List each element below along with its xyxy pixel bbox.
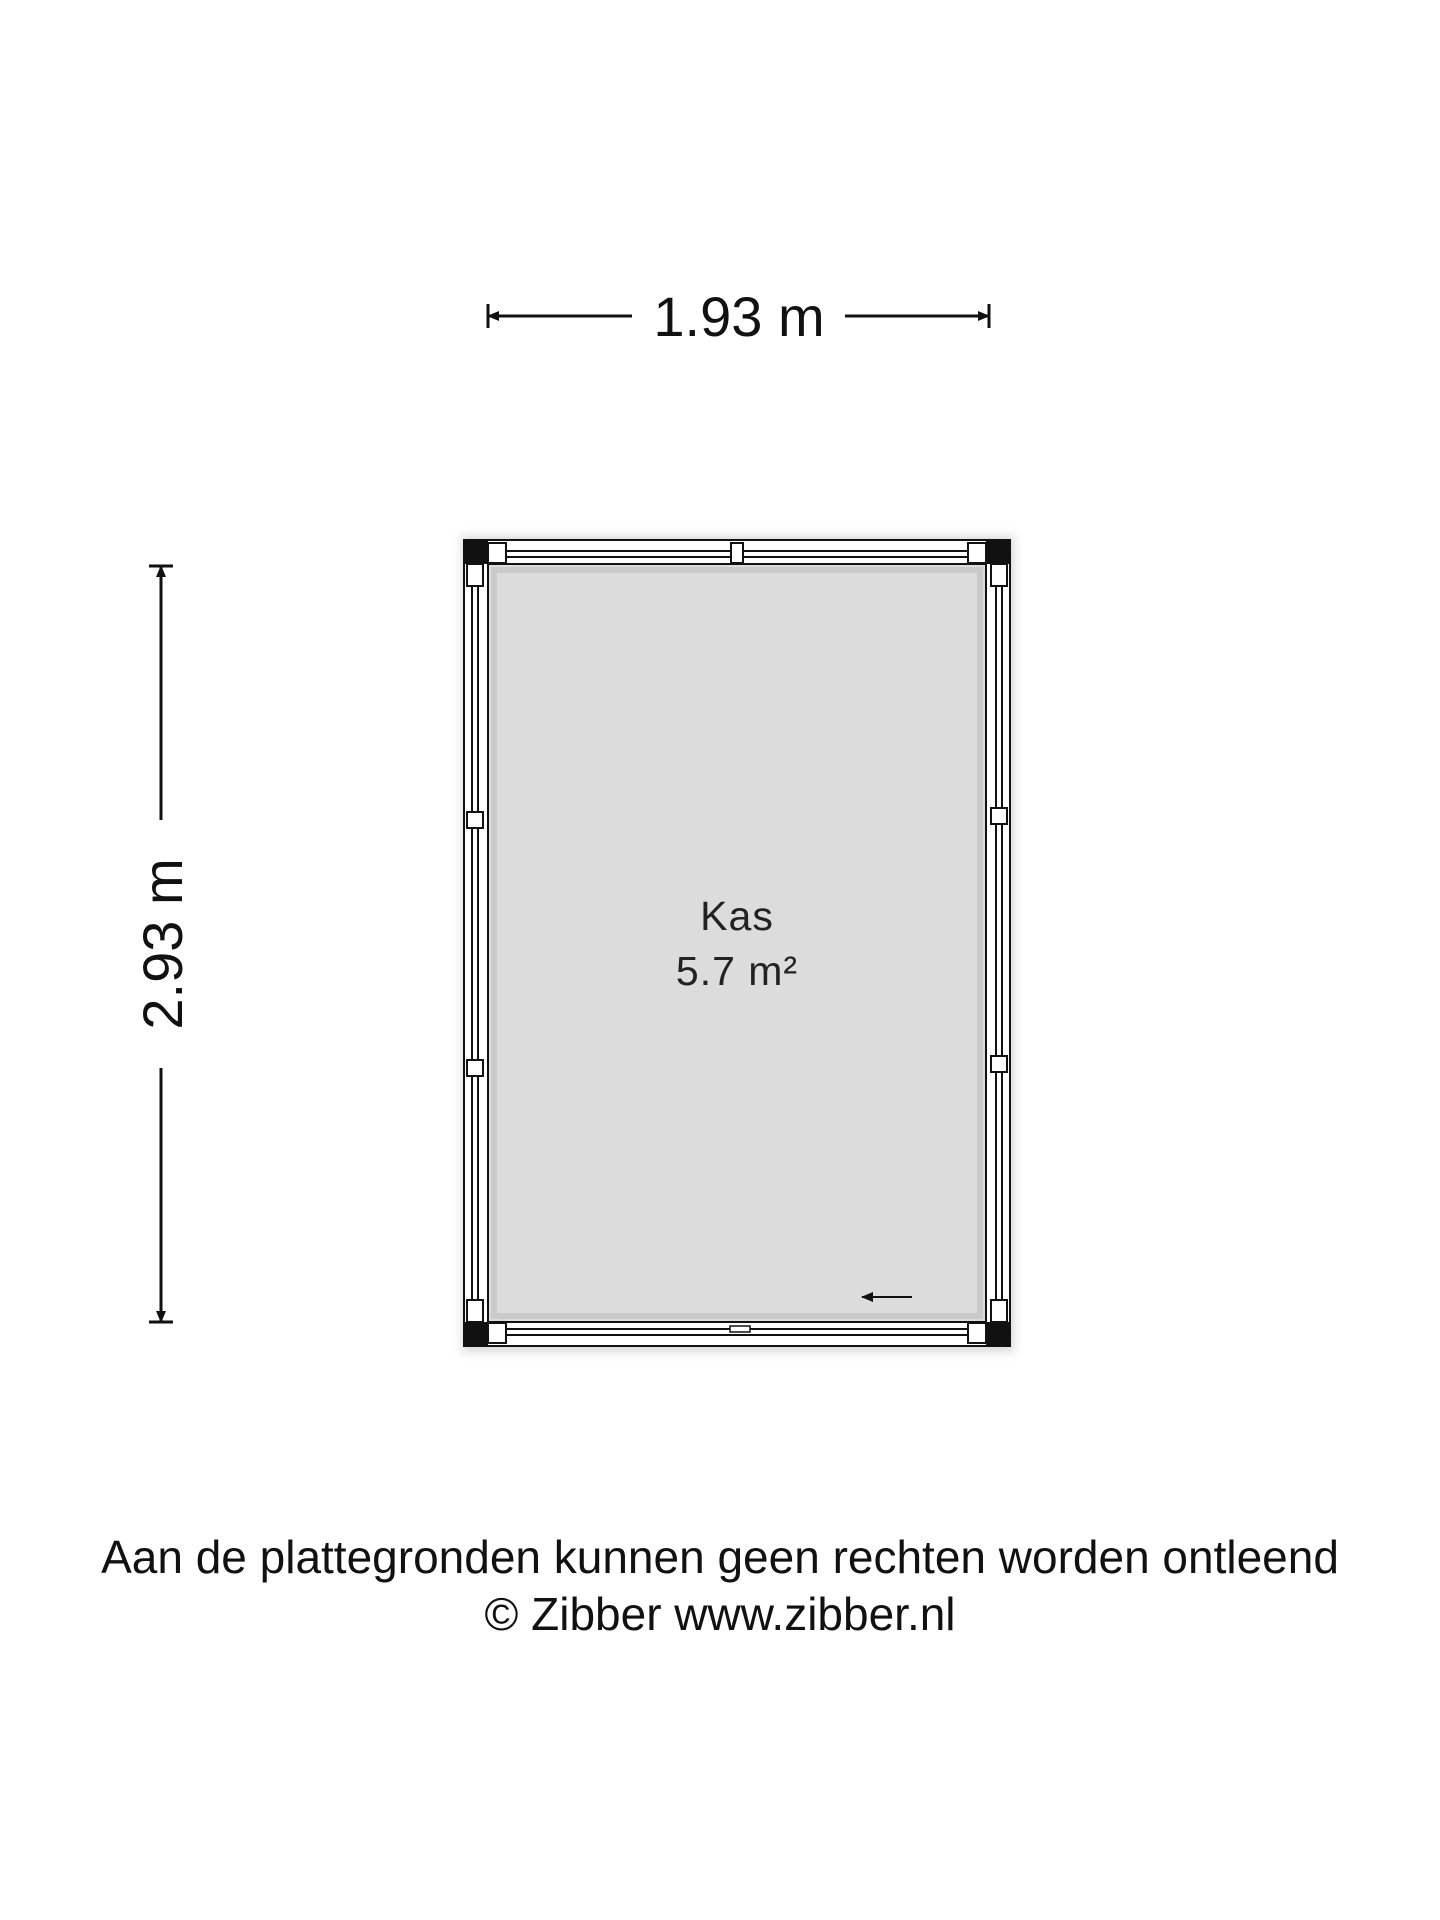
copyright-text: © Zibber www.zibber.nl — [484, 1588, 956, 1640]
right-mullion-upper — [991, 808, 1007, 824]
jamb-top-left-h — [488, 543, 506, 563]
sliding-door-overlap — [730, 1326, 750, 1332]
width-dimension-label: 1.93 m — [653, 285, 825, 348]
corner-post-bottom-left — [464, 1322, 488, 1346]
jamb-bottom-right-h — [968, 1323, 986, 1343]
corner-post-top-right — [986, 540, 1010, 564]
height-dimension — [131, 566, 194, 1322]
jamb-bottom-left-h — [488, 1323, 506, 1343]
jamb-top-left-v — [467, 564, 483, 586]
room-floor — [488, 564, 986, 1322]
corner-post-bottom-right — [986, 1322, 1010, 1346]
jamb-top-right-v — [991, 564, 1007, 586]
left-mullion-upper — [467, 812, 483, 828]
room-area: 5.7 m² — [675, 948, 799, 994]
greenhouse-room — [462, 536, 1014, 1352]
width-dimension — [488, 285, 989, 348]
room-name: Kas — [700, 893, 774, 939]
left-mullion-lower — [467, 1060, 483, 1076]
jamb-bottom-right-v — [991, 1300, 1007, 1322]
right-mullion-lower — [991, 1056, 1007, 1072]
height-dimension-label: 2.93 m — [131, 858, 194, 1030]
jamb-bottom-left-v — [467, 1300, 483, 1322]
disclaimer-text: Aan de plattegronden kunnen geen rechten worden ontleend — [101, 1531, 1339, 1583]
jamb-top-right-h — [968, 543, 986, 563]
top-mullion — [731, 543, 743, 563]
corner-post-top-left — [464, 540, 488, 564]
